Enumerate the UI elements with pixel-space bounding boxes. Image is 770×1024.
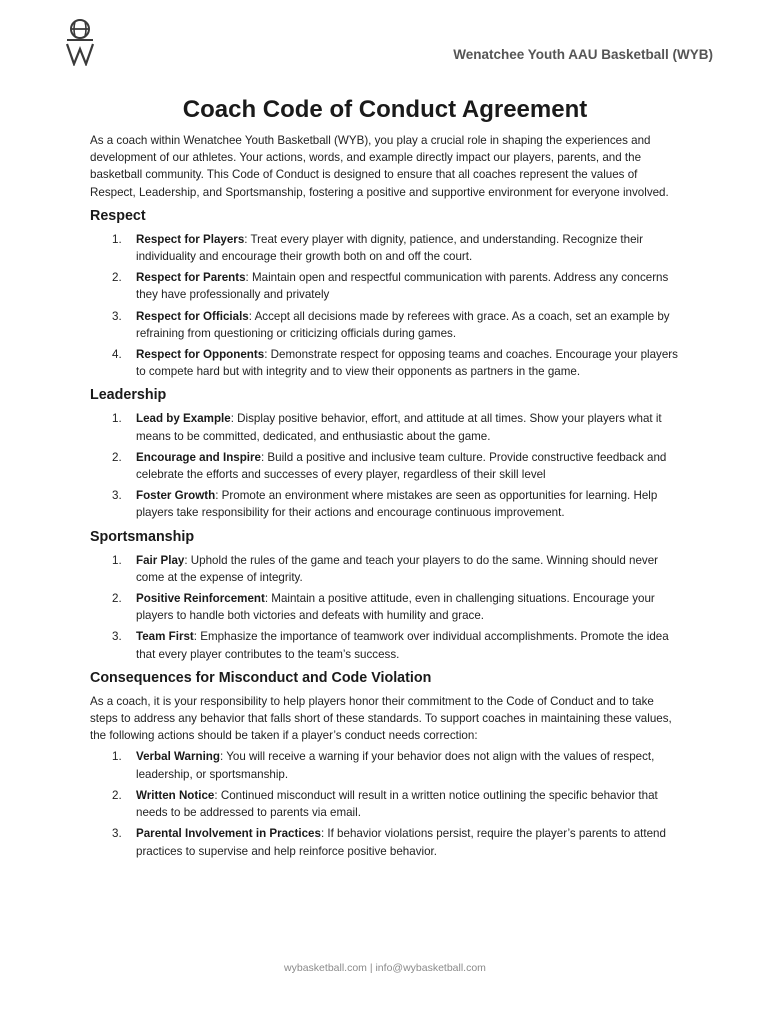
list-item <box>112 748 680 782</box>
list-item-text: : Maintain open and respectful communication with parents. Address any concerns they have professionally and privately <box>136 271 669 302</box>
list-item-term: Respect for Parents <box>136 271 246 285</box>
list-item-number: 3. <box>112 309 122 323</box>
list-item <box>112 346 680 380</box>
list-item-text: : Display positive behavior, effort, and attitude at all times. Show your players what it means to be committed, dedicated, and enthusiastic about the game. <box>136 412 662 443</box>
list-item-number: 3. <box>112 489 122 503</box>
list-item <box>112 487 680 521</box>
list-item <box>112 231 680 265</box>
list-item-text: : Treat every player with dignity, patience, and understanding. Recognize their individuality and encourage their growth both on and off the court. <box>136 232 643 264</box>
list-item-term: Written Notice <box>136 788 215 802</box>
section-heading-respect: Respect <box>90 207 146 224</box>
organization-name: Wenatchee Youth AAU Basketball (WYB) <box>453 47 713 62</box>
list-item-number: 1. <box>112 553 122 567</box>
section-heading-consequences: Consequences for Misconduct and Code Violation <box>90 669 432 686</box>
sportsmanship-list <box>90 552 680 663</box>
list-item-number: 2. <box>112 271 122 285</box>
list-item-number: 2. <box>112 592 122 606</box>
list-item <box>112 590 680 624</box>
list-item <box>112 552 680 586</box>
list-item <box>112 308 680 342</box>
intro-paragraph: As a coach within Wenatchee Youth Basketball (WYB), you play a crucial role in shaping the experiences and development of our athletes. Your actions, words, and example directly impact our players, parents, and the basketball community. This Code of Conduct is designed to ensure that all coaches represent the values of Respect, Leadership, and Sportsmanship, fostering a positive and supportive environment for everyone involved. <box>90 134 669 199</box>
list-item-term: Respect for Officials <box>136 309 249 323</box>
list-item <box>112 787 680 821</box>
list-item-text: : Demonstrate respect for opposing teams and coaches. Encourage your players to compete hard but with integrity and to view their opponents as partners in the game. <box>136 348 678 379</box>
list-item-term: Lead by Example <box>136 412 231 426</box>
list-item-text: : Emphasize the importance of teamwork over individual accomplishments. Promote the idea that every player contributes to the team’s success. <box>136 630 669 661</box>
list-item-text: : Accept all decisions made by referees with grace. As a coach, set an example by refraining from questioning or criticizing officials during games. <box>136 309 670 340</box>
list-item <box>112 269 680 303</box>
list-item-term: Fair Play <box>136 553 185 567</box>
footer-contact: wybasketball.com | info@wybasketball.com <box>284 962 486 974</box>
list-item-text: : Continued misconduct will result in a written notice outlining the specific behavior that needs to be addressed to parents via email. <box>136 788 658 820</box>
section-heading-sportsmanship: Sportsmanship <box>90 528 195 545</box>
list-item-term: Foster Growth <box>136 489 216 503</box>
consequences-list <box>90 748 680 859</box>
list-item <box>112 628 680 662</box>
list-item-text: : Uphold the rules of the game and teach your players to do the same. Winning should never come at the expense of integrity. <box>136 553 659 584</box>
document-body <box>90 96 680 864</box>
list-item-term: Respect for Players <box>136 232 245 246</box>
list-item-text: : If behavior violations persist, require the player’s parents to attend practices to supervise and help reinforce positive behavior. <box>136 827 666 858</box>
consequences-paragraph: As a coach, it is your responsibility to help players honor their commitment to the Code of Conduct and to take steps to address any behavior that falls short of these standards. To support coaches in maintaining these values, the following actions should be taken if a player’s conduct needs correction: <box>90 694 672 743</box>
list-item-term: Positive Reinforcement <box>136 592 265 606</box>
page-title: Coach Code of Conduct Agreement <box>182 96 588 123</box>
list-item-term: Team First <box>136 630 194 644</box>
list-item-number: 1. <box>112 412 122 426</box>
list-item-number: 1. <box>112 232 122 246</box>
list-item-term: Respect for Opponents <box>136 348 265 362</box>
list-item-text: : Maintain a positive attitude, even in challenging situations. Encourage your players to handle both victories and defeats with humility and grace. <box>136 592 655 623</box>
list-item-text: : You will receive a warning if your behavior does not align with the values of respect, leadership, or sportsmanship. <box>136 750 655 781</box>
list-item-number: 2. <box>112 450 122 464</box>
list-item-term: Encourage and Inspire <box>136 450 261 464</box>
list-item-term: Verbal Warning <box>136 750 220 764</box>
list-item-number: 3. <box>112 827 122 841</box>
list-item-term: Parental Involvement in Practices <box>136 827 321 841</box>
list-item-number: 2. <box>112 788 122 802</box>
list-item-text: : Promote an environment where mistakes are seen as opportunities for learning. Help players take responsibility for their actions and encourage continuous improvement. <box>136 489 658 520</box>
list-item <box>112 449 680 483</box>
wyb-basketball-logo-icon <box>62 18 98 66</box>
respect-list <box>90 231 680 381</box>
list-item <box>112 410 680 444</box>
leadership-list <box>90 410 680 521</box>
list-item-text: : Build a positive and inclusive team culture. Provide constructive feedback and celebrate the efforts and successes of every player, regardless of their skill level <box>136 450 667 482</box>
list-item-number: 3. <box>112 630 122 644</box>
list-item <box>112 825 680 859</box>
list-item-number: 1. <box>112 750 122 764</box>
section-heading-leadership: Leadership <box>90 387 167 404</box>
list-item-number: 4. <box>112 348 122 362</box>
